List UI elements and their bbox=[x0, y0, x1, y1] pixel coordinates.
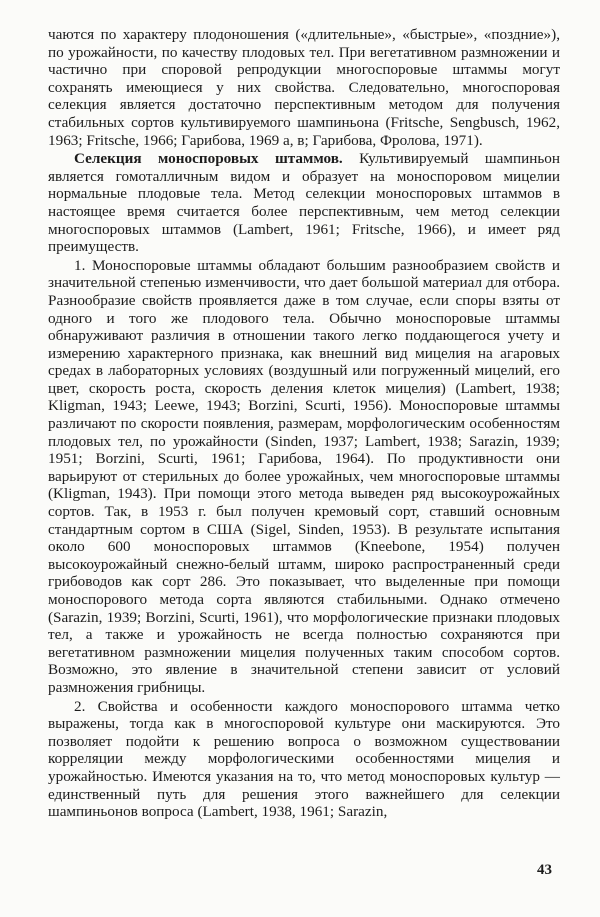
section-heading: Селекция моноспоровых штаммов. bbox=[74, 150, 343, 168]
paragraph-selection-monospore bbox=[48, 150, 560, 256]
paragraph-point-1 bbox=[48, 257, 560, 697]
paragraph-text: 2. Свойства и особенности каждого моноспорового штамма четко выражены, тогда как в многоспоровой культуре они маскируются. Это позволяет подойти к решению вопроса о возможном существовании корреляции между морфологическими особенностями мицелия и урожайностью. Имеются указания на то, что метод моноспоровых культур — единственный путь для решения этого важнейшего для селекции шампиньонов вопроса (Lambert, 1938, 1961; Sarazin, bbox=[48, 697, 560, 821]
paragraph-continuation bbox=[48, 26, 560, 149]
paragraph-point-2 bbox=[48, 698, 560, 821]
page-number: 43 bbox=[537, 862, 552, 878]
body-text bbox=[48, 26, 560, 821]
paragraph-text: 1. Моноспоровые штаммы обладают большим разнообразием свойств и значительной степенью изменчивости, что дает большой материал для отбора. Разнообразие свойств проявляется даже в том случае, если споры взяты от одного и того же плодового тела. Обычно моноспоровые штаммы обнаруживают различия в отношении такого легко поддающегося учету и измерению характерного признака, как внешний вид мицелия на агаровых средах в лабораторных условиях (воздушный или погруженный мицелий, его цвет, скорость роста, скорость деления клеток мицелия) (Lambert, 1938; Kligman, 1943; Leewe, 1943; Borzini, Scurti, 1956). Моноспоровые штаммы различают по скорости появления, размерам, морфологическим особенностям плодовых тел, по урожайности (Sinden, 1937; Lambert, 1938; Sarazin, 1939; 1951; Borzini, Scurti, 1961; Гарибова, 1964). По продуктивности они варьируют от стерильных до более урожайных, чем многоспоровые штаммы (Kligman, 1943). При помощи этого метода выведен ряд высокоурожайных сортов. Так, в 1953 г. был получен кремовый сорт, ставший основным стандартным сортом в США (Sigel, Sinden, 1953). В результате испытания около 600 моноспоровых штаммов (Kneebone, 1954) получен высокоурожайный снежно-белый штамм, широко распространенный среди грибоводов как сорт 286. Это показывает, что выделенные при помощи моноспорового метода сорта являются стабильными. Однако отмечено (Sarazin, 1939; Borzini, Scurti, 1961), что морфологические признаки плодовых тел, а также и урожайность не всегда полностью сохраняются при вегетативном размножении мицелия полученных таким способом сортов. Возможно, это явление в значительной степени зависит от условий размножения грибницы. bbox=[48, 256, 560, 696]
paragraph-text: Культивируемый шампиньон является гомоталличным видом и образует на моноспоровом мицелии нормальные плодовые тела. Метод селекции моноспоровых штаммов в настоящее время считается более перспективным, чем метод селекции многоспоровых штаммов (Lambert, 1961; Fritsche, 1966), и имеет ряд преимуществ. bbox=[48, 150, 561, 256]
paragraph-text: чаются по характеру плодоношения («длительные», «быстрые», «поздние»), по урожайности, по качеству плодовых тел. При вегетативном размножении и частично при споровой репродукции многоспоровые штаммы могут сохранять имеющиеся у них свойства. Следовательно, многоспоровая селекция является достаточно перспективным методом для получения стабильных сортов культивируемого шампиньона (Fritsche, Sengbusch, 1962, 1963; Fritsche, 1966; Гарибова, 1969 а, в; Гарибова, Фролова, 1971). bbox=[48, 26, 560, 149]
